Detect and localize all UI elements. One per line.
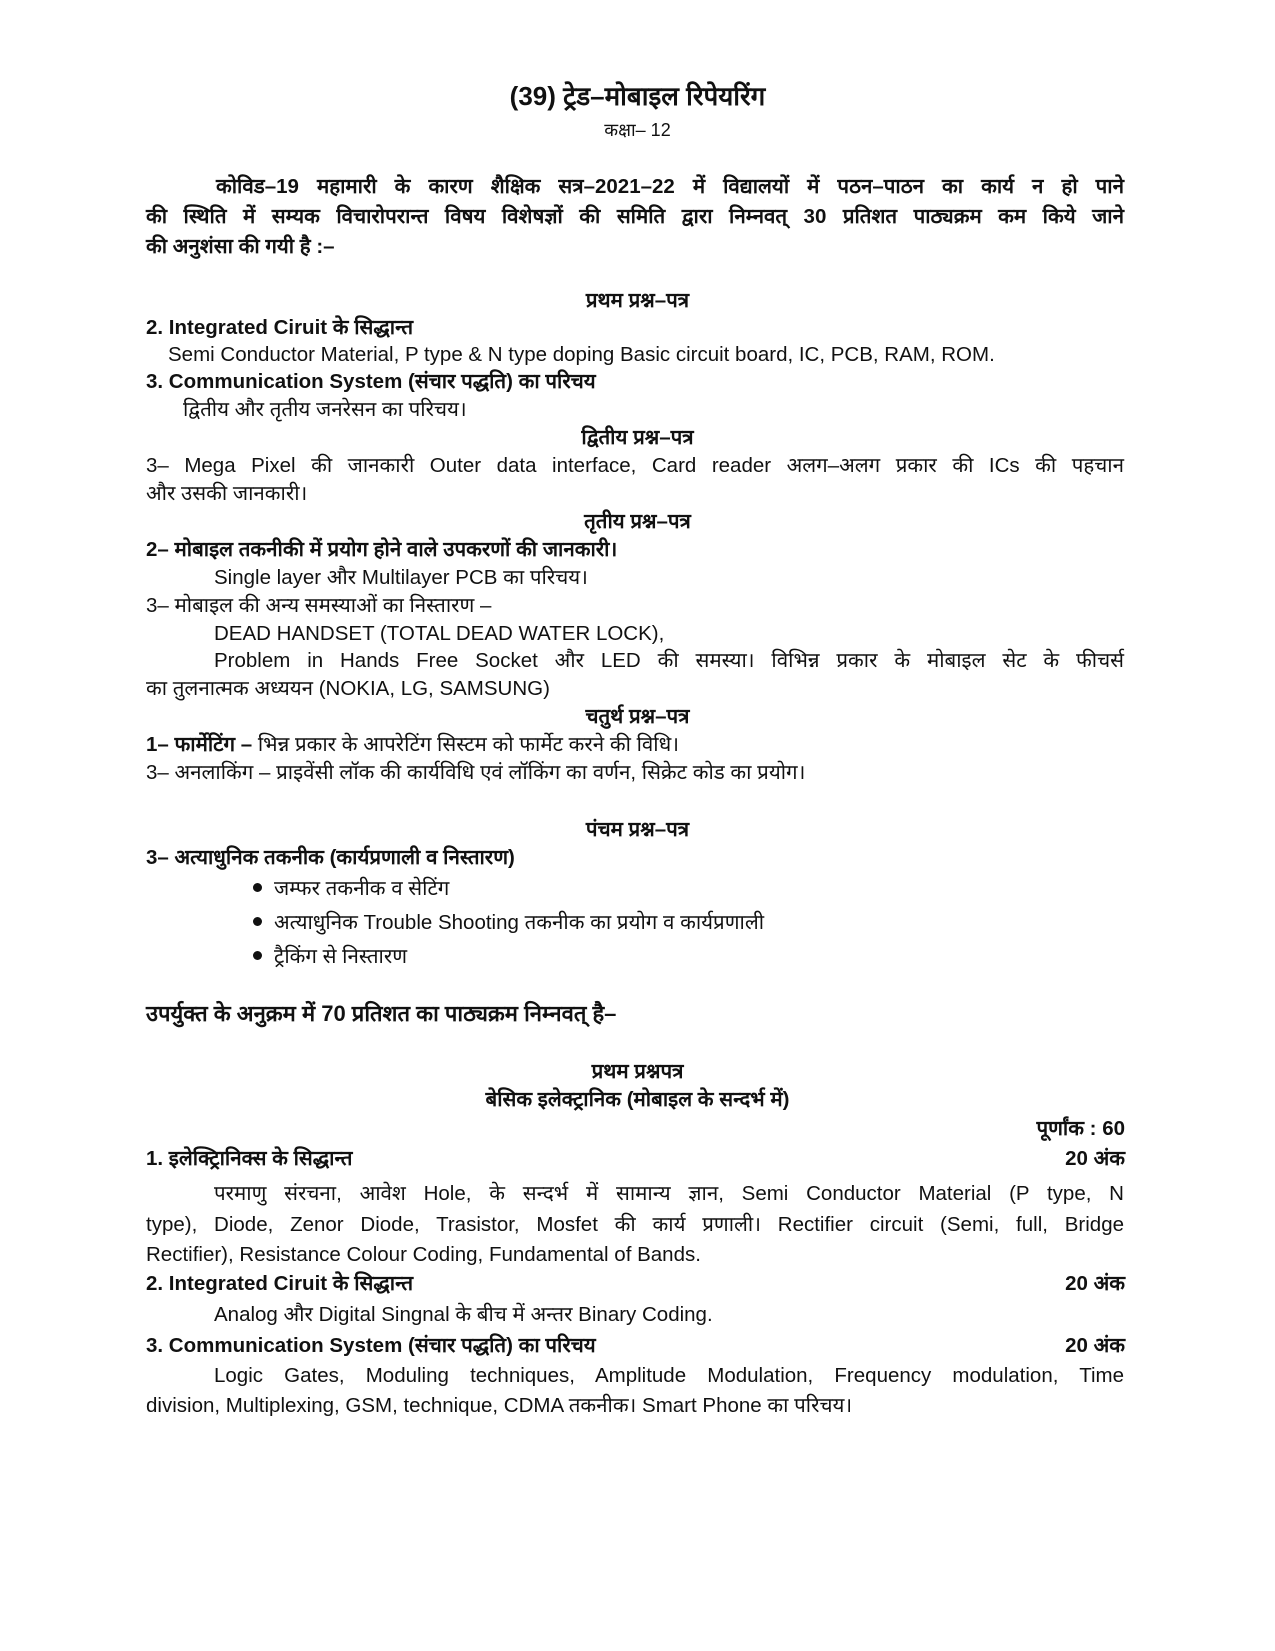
paper1-item3-title: 3. Communication System (संचार पद्धति) का परिचय — [146, 370, 596, 393]
paper5-bullet-3 — [253, 943, 407, 971]
paper1-item2-body: Semi Conductor Material, P type & N type doping Basic circuit board, IC, PCB, RAM, ROM. — [168, 343, 995, 366]
paper3-heading: तृतीय प्रश्न–पत्र — [584, 510, 691, 533]
paper5-item3-title: 3– अत्याधुनिक तकनीक (कार्यप्रणाली व निस्तारण) — [146, 846, 515, 869]
class-line: कक्षा– 12 — [604, 120, 671, 140]
unit1-line3: Rectifier), Resistance Colour Coding, Fundamental of Bands. — [146, 1243, 701, 1266]
paper4-item3: 3– अनलाकिंग – प्राइवेंसी लॉक की कार्यविधि एवं लॉकिंग का वर्णन, सिक्रेट कोड का प्रयोग। — [146, 761, 806, 784]
paper2-item3-line2: और उसकी जानकारी। — [146, 482, 308, 505]
unit1-line1: परमाणु संरचना, आवेश Hole, के सन्दर्भ में सामान्य ज्ञान, Semi Conductor Material (P type, N — [214, 1182, 1124, 1205]
paper1-heading: प्रथम प्रश्न–पत्र — [585, 289, 690, 312]
unit3-line1: Logic Gates, Moduling techniques, Amplitude Modulation, Frequency modulation, Time — [214, 1364, 1124, 1387]
intro-line-3: की अनुशंसा की गयी है :– — [146, 235, 335, 258]
remaining-paper-heading: प्रथम प्रश्नपत्र — [591, 1060, 684, 1083]
paper1-item2-title: 2. Integrated Ciruit के सिद्धान्त — [146, 316, 414, 339]
unit3-title: 3. Communication System (संचार पद्धति) का परिचय — [146, 1334, 596, 1357]
bullet-icon — [253, 951, 262, 960]
unit2-title: 2. Integrated Ciruit के सिद्धान्त — [146, 1272, 414, 1295]
unit1-marks: 20 अंक — [1065, 1147, 1125, 1170]
paper4-heading: चतुर्थ प्रश्न–पत्र — [585, 705, 690, 728]
paper4-item1 — [146, 731, 679, 759]
paper3-item2-body: Single layer और Multilayer PCB का परिचय। — [214, 566, 588, 589]
paper5-heading: पंचम प्रश्न–पत्र — [585, 818, 690, 841]
full-marks: पूर्णांक : 60 — [1036, 1117, 1125, 1140]
paper3-item3-line3: का तुलनात्मक अध्ययन (NOKIA, LG, SAMSUNG) — [146, 677, 550, 700]
unit1-title: 1. इलेक्ट्रिानिक्स के सिद्धान्त — [146, 1147, 353, 1170]
bullet-text: जम्फर तकनीक व सेटिंग — [274, 877, 450, 900]
paper5-bullet-2 — [253, 909, 764, 937]
paper3-item3-line2: Problem in Hands Free Socket और LED की समस्या। विभिन्न प्रकार के मोबाइल सेट के फीचर्स — [214, 649, 1124, 672]
paper5-bullet-1 — [253, 875, 449, 903]
unit3-line2: division, Multiplexing, GSM, technique, CDMA तकनीक। Smart Phone का परिचय। — [146, 1394, 853, 1417]
unit3-marks: 20 अंक — [1065, 1334, 1125, 1357]
bullet-text: अत्याधुनिक Trouble Shooting तकनीक का प्रयोग व कार्यप्रणाली — [274, 911, 765, 934]
paper3-item3-line1: DEAD HANDSET (TOTAL DEAD WATER LOCK), — [214, 622, 665, 645]
paper2-heading: द्वितीय प्रश्न–पत्र — [581, 426, 694, 449]
paper2-item3-line1: 3– Mega Pixel की जानकारी Outer data interface, Card reader अलग–अलग प्रकार की ICs की पहचान — [146, 454, 1124, 477]
bullet-icon — [253, 917, 262, 926]
paper4-item1-label: 1– फार्मेटिंग – — [146, 733, 253, 756]
unit2-marks: 20 अंक — [1065, 1272, 1125, 1295]
unit1-line2: type), Diode, Zenor Diode, Trasistor, Mosfet की कार्य प्रणाली। Rectifier circuit (Semi, full, Bridge — [146, 1213, 1124, 1236]
unit2-line1: Analog और Digital Singnal के बीच में अन्तर Binary Coding. — [214, 1303, 713, 1326]
intro-line-1: कोविड–19 महामारी के कारण शैक्षिक सत्र–2021–22 में विद्यालयों में पठन–पाठन का कार्य न हो पाने — [216, 175, 1124, 198]
intro-line-2: की स्थिति में सम्यक विचारोपरान्त विषय विशेषज्ञों की समिति द्वारा निम्नवत् 30 प्रतिशत पाठ्यक्रम कम किये जाने — [146, 205, 1124, 228]
paper3-item3-title: 3– मोबाइल की अन्य समस्याओं का निस्तारण – — [146, 594, 492, 617]
paper4-item1-text: भिन्न प्रकार के आपरेटिंग सिस्टम को फार्मेट करने की विधि। — [257, 733, 679, 756]
bullet-icon — [253, 883, 262, 892]
bullet-text: ट्रैकिंग से निस्तारण — [274, 945, 408, 968]
page-title: (39) ट्रेड–मोबाइल रिपेयरिंग — [509, 81, 766, 111]
remaining-intro: उपर्युक्त के अनुक्रम में 70 प्रतिशत का पाठ्यक्रम निम्नवत् है– — [146, 1001, 617, 1026]
paper3-item2-title: 2– मोबाइल तकनीकी में प्रयोग होने वाले उपकरणों की जानकारी। — [146, 538, 618, 561]
remaining-paper-subheading: बेसिक इलेक्ट्रानिक (मोबाइल के सन्दर्भ में) — [485, 1088, 790, 1111]
paper1-item3-body: द्वितीय और तृतीय जनरेसन का परिचय। — [183, 398, 467, 421]
